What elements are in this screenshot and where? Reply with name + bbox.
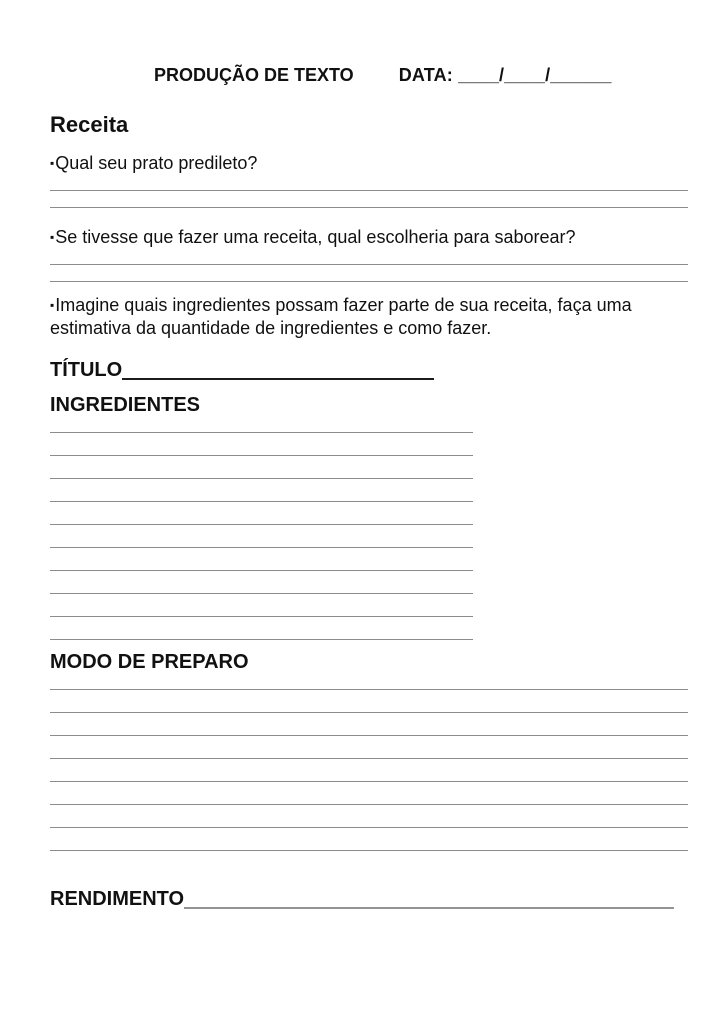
titulo-field-row: [50, 358, 688, 383]
answer-lines: [50, 175, 688, 208]
square-bullet-icon: ▪: [50, 298, 55, 312]
answer-lines: [50, 249, 688, 282]
square-bullet-icon: ▪: [50, 156, 55, 170]
rendimento-blank-line: [184, 907, 674, 909]
question-block-1: [50, 152, 688, 208]
blank-rule-line: [50, 713, 688, 736]
blank-rule-line: [50, 571, 473, 594]
question-text: [50, 152, 688, 175]
modo-de-preparo-label: MODO DE PREPARO: [50, 651, 249, 673]
question-text: [50, 226, 688, 249]
question-label: Qual seu prato predileto?: [55, 153, 258, 173]
blank-rule-line: [50, 759, 688, 782]
rendimento-field-row: [50, 887, 688, 912]
question-block-3: [50, 294, 688, 340]
question-text: [50, 294, 688, 340]
ingredientes-lines: [50, 418, 688, 640]
blank-rule-line: [50, 805, 688, 828]
blank-rule-line: [50, 548, 473, 571]
question-block-2: [50, 226, 688, 282]
titulo-blank-line: [122, 378, 434, 380]
blank-rule-line: [50, 828, 688, 851]
blank-rule-line: [50, 675, 688, 690]
blank-rule-line: [50, 525, 473, 548]
blank-rule-line: [50, 617, 473, 640]
blank-rule-line: [50, 191, 688, 208]
blank-rule-line: [50, 249, 688, 265]
square-bullet-icon: ▪: [50, 230, 55, 244]
blank-rule-line: [50, 418, 473, 433]
blank-rule-line: [50, 594, 473, 617]
date-blank: ____/____/______: [458, 65, 612, 85]
worksheet-header: [154, 64, 688, 86]
blank-rule-line: [50, 479, 473, 502]
date-label: DATA:: [398, 65, 454, 85]
receita-heading: Receita: [50, 112, 129, 137]
question-label: Imagine quais ingredientes possam fazer parte de sua receita, faça uma estimativa da quantidade de ingredientes e como fazer.: [50, 295, 632, 338]
blank-rule-line: [50, 502, 473, 525]
modo-de-preparo-lines: [50, 675, 688, 851]
blank-rule-line: [50, 456, 473, 479]
date-field: [399, 64, 612, 86]
blank-rule-line: [50, 433, 473, 456]
ingredientes-label: INGREDIENTES: [50, 394, 201, 416]
rendimento-label: RENDIMENTO: [50, 888, 185, 910]
blank-rule-line: [50, 265, 688, 282]
blank-rule-line: [50, 175, 688, 191]
blank-rule-line: [50, 690, 688, 713]
question-label: Se tivesse que fazer uma receita, qual escolheria para saborear?: [55, 227, 576, 247]
page-title: PRODUÇÃO DE TEXTO: [154, 65, 354, 85]
blank-rule-line: [50, 782, 688, 805]
blank-rule-line: [50, 736, 688, 759]
titulo-label: TÍTULO: [50, 359, 123, 381]
